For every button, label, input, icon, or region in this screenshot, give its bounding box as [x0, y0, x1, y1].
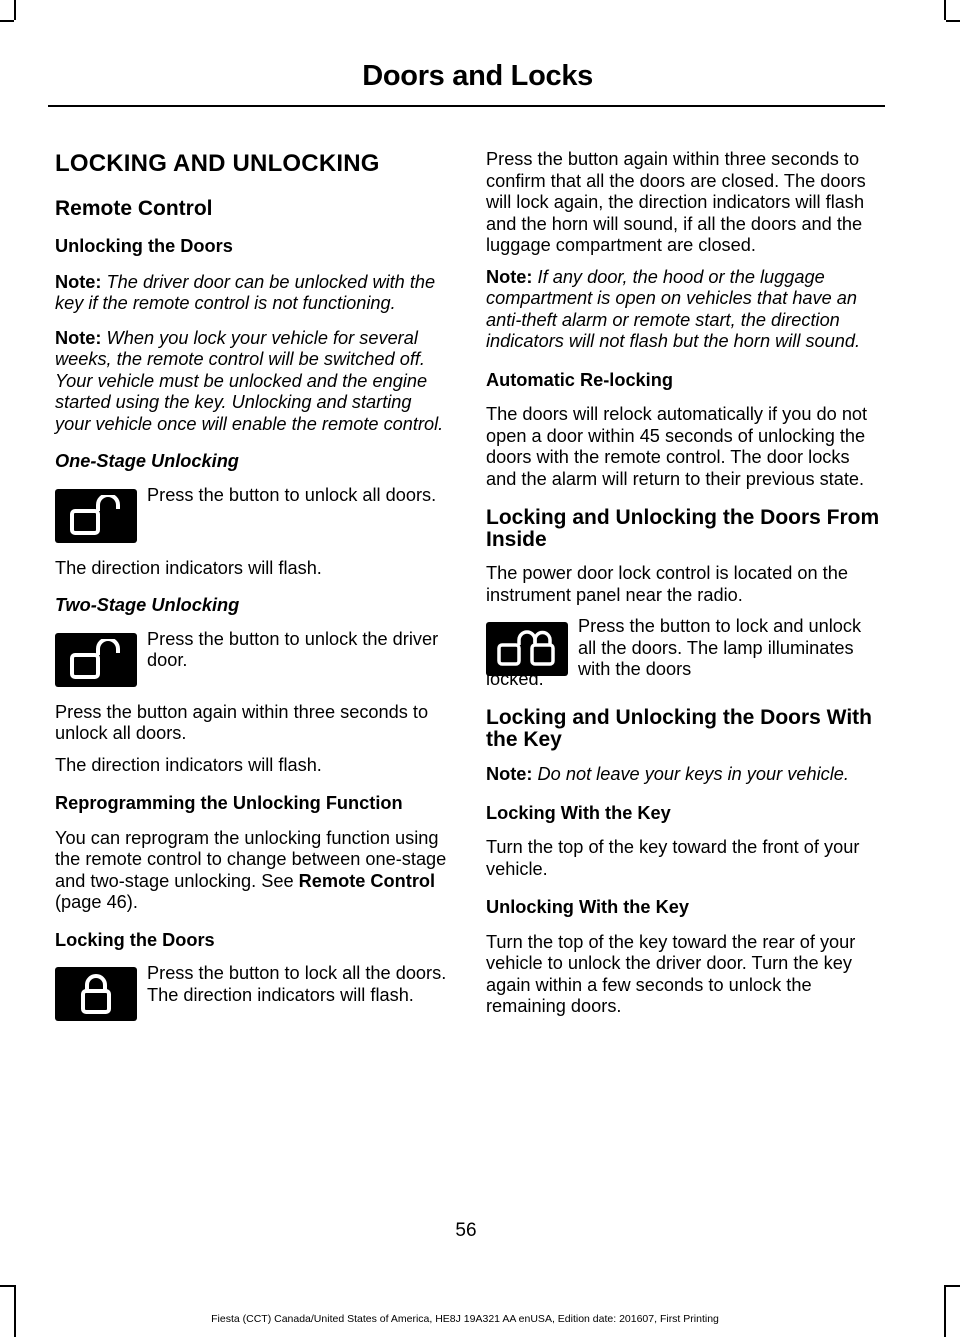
subsection-heading: Locking and Unlocking the Doors From Inside: [486, 506, 880, 551]
cross-reference-link[interactable]: Remote Control: [298, 870, 436, 891]
body-text: [55, 828, 447, 914]
crop-mark: [0, 20, 14, 22]
topic-heading: One-Stage Unlocking: [55, 451, 239, 471]
crop-mark: [14, 1285, 16, 1337]
note-text: The driver door can be unlocked with the key if the remote control is not functioning.: [55, 271, 436, 313]
note: [55, 328, 447, 436]
topic-heading: Locking the Doors: [55, 929, 215, 950]
right-column: [486, 149, 880, 1018]
body-text: The doors will relock automatically if you do not open a door within 45 seconds of unlocking the doors with the remote control. The door locks and the alarm will return to their previous state.: [486, 404, 868, 489]
crop-mark: [944, 0, 946, 20]
body-text: The direction indicators will flash.: [55, 754, 322, 775]
note-label: Note:: [55, 271, 102, 292]
crop-mark: [0, 1285, 14, 1287]
icon-instruction: [486, 618, 880, 681]
icon-instruction: [55, 629, 447, 687]
lock-icon: [55, 967, 137, 1021]
note: [486, 764, 880, 786]
icon-instruction: [55, 963, 447, 1021]
page-number: 56: [455, 1220, 477, 1241]
crop-mark: [14, 0, 16, 20]
instruction-text: Press the button to lock and unlock all the doors. The lamp illuminates with the doors: [578, 616, 862, 679]
body-text: The power door lock control is located on the instrument panel near the radio.: [486, 563, 848, 605]
topic-heading: Unlocking the Doors: [55, 236, 233, 256]
body-text: The direction indicators will flash.: [55, 557, 322, 578]
icon-instruction: [55, 485, 447, 543]
instruction-text: Press the button to unlock the driver door.: [147, 628, 439, 670]
note: [486, 267, 880, 353]
left-column: [55, 150, 447, 1021]
subsection-heading: Remote Control: [55, 197, 213, 220]
page-reference: (page 46).: [55, 892, 138, 912]
note-text: When you lock your vehicle for several weeks, the remote control will be switched off. Your vehicle must be unlocked and the engine started using the key. Unlocking and starting your vehicle once will enable the remote control.: [55, 327, 444, 434]
section-heading: LOCKING AND UNLOCKING: [55, 150, 380, 177]
crop-mark: [944, 1285, 946, 1337]
body-text: Press the button again within three seconds to unlock all doors.: [55, 701, 429, 743]
body-text: Press the button again within three seconds to confirm that all the doors are closed. The doors will lock again, the direction indicators will flash and the horn will sound, if all the doors and the luggage compartment are closed.: [486, 149, 866, 255]
edition-footer: Fiesta (CCT) Canada/United States of America, HE8J 19A321 AA enUSA, Edition date: 201607, First Printing: [211, 1313, 719, 1325]
crop-mark: [946, 20, 960, 22]
subsection-heading: Locking and Unlocking the Doors With the Key: [486, 706, 872, 751]
topic-heading: Locking With the Key: [486, 802, 671, 823]
door-lock-switch-icon: [486, 622, 568, 676]
note-text: Do not leave your keys in your vehicle.: [537, 764, 849, 784]
note-text: If any door, the hood or the luggage compartment is open on vehicles that have an anti-theft alarm or remote start, the direction indicators will not flash but the horn will sound.: [486, 266, 861, 351]
crop-mark: [946, 1285, 960, 1287]
reprogram-text: You can reprogram the unlocking function using the remote control to change between one-stage and two-stage unlocking. See: [55, 827, 447, 891]
note-label: Note:: [55, 327, 102, 348]
topic-heading: Two-Stage Unlocking: [55, 595, 240, 615]
body-text: Turn the top of the key toward the rear of your vehicle to unlock the driver door. Turn the key again within a few seconds to unlock the remaining doors.: [486, 931, 856, 1016]
topic-heading: Automatic Re-locking: [486, 369, 673, 390]
header-divider: [48, 105, 885, 107]
topic-heading: Unlocking With the Key: [486, 897, 689, 917]
note-label: Note:: [486, 764, 533, 784]
instruction-text: Press the button to lock all the doors. The direction indicators will flash.: [147, 963, 447, 1005]
note: [55, 272, 447, 315]
unlock-icon: [55, 489, 137, 543]
unlock-icon: [55, 633, 137, 687]
topic-heading: Reprogramming the Unlocking Function: [55, 793, 403, 813]
instruction-text-continued: locked.: [486, 668, 544, 689]
page-header-title: Doors and Locks: [362, 60, 593, 92]
body-text: Turn the top of the key toward the front of your vehicle.: [486, 837, 860, 879]
instruction-text: Press the button to unlock all doors.: [147, 484, 437, 505]
note-label: Note:: [486, 266, 533, 287]
